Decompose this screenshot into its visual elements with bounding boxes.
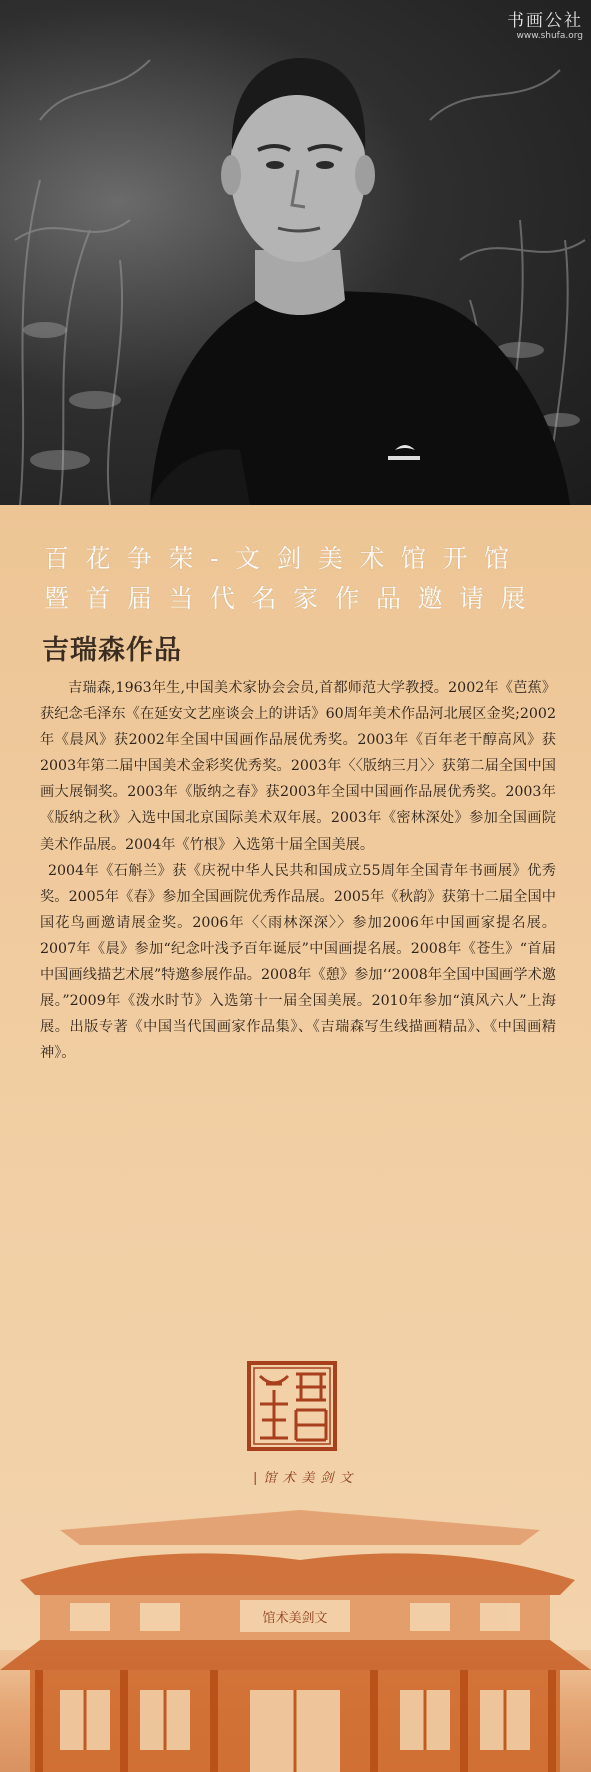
- exhibition-title-line1: 百花争荣-文剑美术馆开馆: [44, 544, 526, 573]
- artist-heading: 吉瑞森作品: [42, 635, 182, 666]
- exhibition-title-line2: 暨首届当代名家作品邀请展: [44, 584, 543, 613]
- bio-paragraph-1: 吉瑞森,1963年生,中国美术家协会会员,首都师范大学教授。2002年《芭蕉》获纪念毛泽东《在延安文艺座谈会上的讲话》60周年美术作品河北展区金奖;2002年《晨风》获2002年全国中国画作品展优秀奖。2003年《百年老干醇高风》获2003年第二届中国美术金彩奖优秀奖。2003年〈〈版纳三月〉〉获第二届全国中国画大展铜奖。2003年《版纳之春》获2003年全国中国画作品展优秀奖。2003年《版纳之秋》入选中国北京国际美术双年展。2003年《密林深处》参加全国画院美术作品展。2004年《竹根》入选第十届全国美展。: [40, 680, 556, 853]
- artist-portrait-photo: [0, 0, 591, 505]
- watermark-title: 书画公社: [507, 11, 583, 31]
- bio-paragraph-2: 2004年《石斛兰》获《庆祝中华人民共和国成立55周年全国青年书画展》优秀奖。2005年《春》参加全国画院优秀作品展。2005年《秋韵》获第十二届全国中国花鸟画邀请展金奖。2006年〈〈雨林深深〉〉参加2006年中国画家提名展。2007年《晨》参加“纪念叶浅予百年诞辰”中国画提名展。2008年《苍生》“首届中国画线描艺术展”特邀参展作品。2008年《憩》参加‘‘2008年全国中国画学术邀展。”2009年《泼水时节》入选第十一届全国美展。2010年参加“滇风六人”上海展。出版专著《中国当代国画家作品集》、《吉瑞森写生线描画精品》、《中国画精神》。: [40, 862, 556, 1062]
- building-sign: 馆术美剑文: [262, 1611, 328, 1626]
- building-illustration-icon: [0, 1500, 591, 1772]
- museum-slogan: |馆术美剑文: [253, 1471, 359, 1486]
- seal-stamp-icon: [246, 1360, 338, 1452]
- artist-biography: [40, 675, 556, 1066]
- site-watermark: [507, 6, 583, 41]
- watermark-url: www.shufa.org: [516, 31, 583, 41]
- portrait-illustration: [0, 0, 591, 505]
